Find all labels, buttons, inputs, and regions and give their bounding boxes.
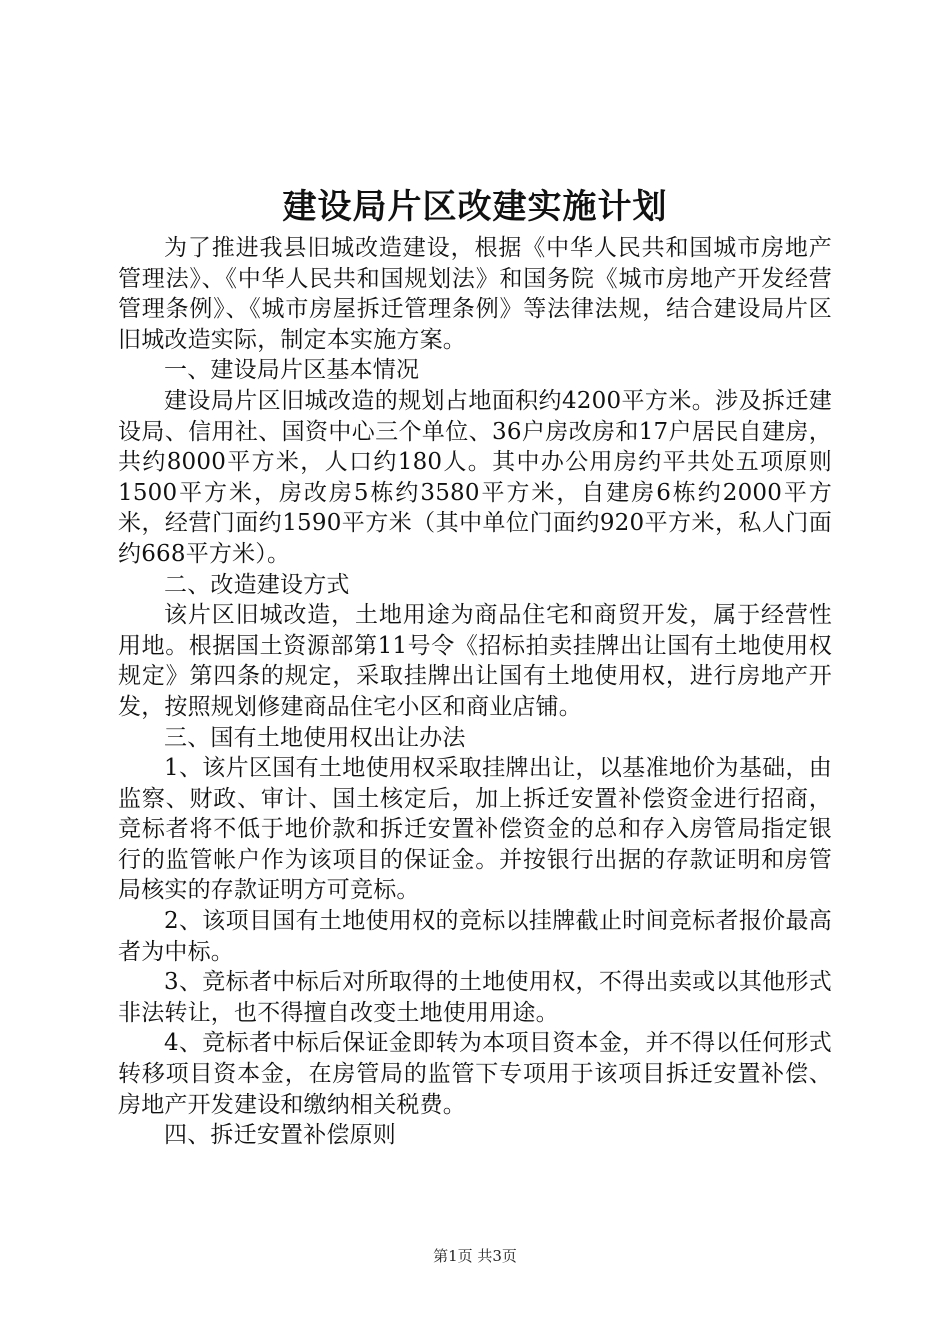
document-body (118, 233, 832, 1151)
paragraph-item-2: 2、该项目国有土地使用权的竞标以挂牌截止时间竞标者报价最高者为中标。 (118, 908, 832, 965)
paragraph-item-1: 1、该片区国有土地使用权采取挂牌出让，以基准地价为基础，由监察、财政、审计、国土核定后，加上拆迁安置补偿资金进行招商，竞标者将不低于地价款和拆迁安置补偿资金的总和存入房管局指定银行的监管帐户作为该项目的保证金。并按银行出据的存款证明和房管局核实的存款证明方可竞标。 (118, 755, 832, 904)
paragraph-basic-situation: 建设局片区旧城改造的规划占地面积约4200平方米。涉及拆迁建设局、信用社、国资中心三个单位、36户房改房和17户居民自建房，共约8000平方米，人口约180人。其中办公用房约平共处五项原则1500平方米，房改房5栋约3580平方米，自建房6栋约2000平方米，经营门面约1590平方米（其中单位门面约920平方米，私人门面约668平方米）。 (118, 387, 832, 567)
paragraph-item-3: 3、竞标者中标后对所取得的土地使用权，不得出卖或以其他形式非法转让，也不得擅自改变土地使用用途。 (118, 969, 832, 1026)
section-heading-4: 四、拆迁安置补偿原则 (164, 1122, 396, 1149)
paragraph-intro: 为了推进我县旧城改造建设，根据《中华人民共和国城市房地产管理法》、《中华人民共和国规划法》和国务院《城市房地产开发经营管理条例》、《城市房屋拆迁管理条例》等法律法规，结合建设局片区旧城改造实际，制定本实施方案。 (118, 235, 832, 353)
section-heading-2: 二、改造建设方式 (164, 571, 350, 598)
section-heading-1: 一、建设局片区基本情况 (164, 357, 420, 384)
paragraph-item-4: 4、竞标者中标后保证金即转为本项目资本金，并不得以任何形式转移项目资本金，在房管局的监管下专项用于该项目拆迁安置补偿、房地产开发建设和缴纳相关税费。 (118, 1030, 832, 1118)
document-title: 建设局片区改建实施计划 (282, 187, 668, 227)
paragraph-construction-method: 该片区旧城改造，土地用途为商品住宅和商贸开发，属于经营性用地。根据国土资源部第11号令《招标拍卖挂牌出让国有土地使用权规定》第四条的规定，采取挂牌出让国有土地使用权，进行房地产开发，按照规划修建商品住宅小区和商业店铺。 (118, 602, 832, 720)
section-heading-3: 三、国有土地使用权出让办法 (164, 724, 466, 751)
page-footer: 第1页 共3页 (433, 1247, 517, 1265)
